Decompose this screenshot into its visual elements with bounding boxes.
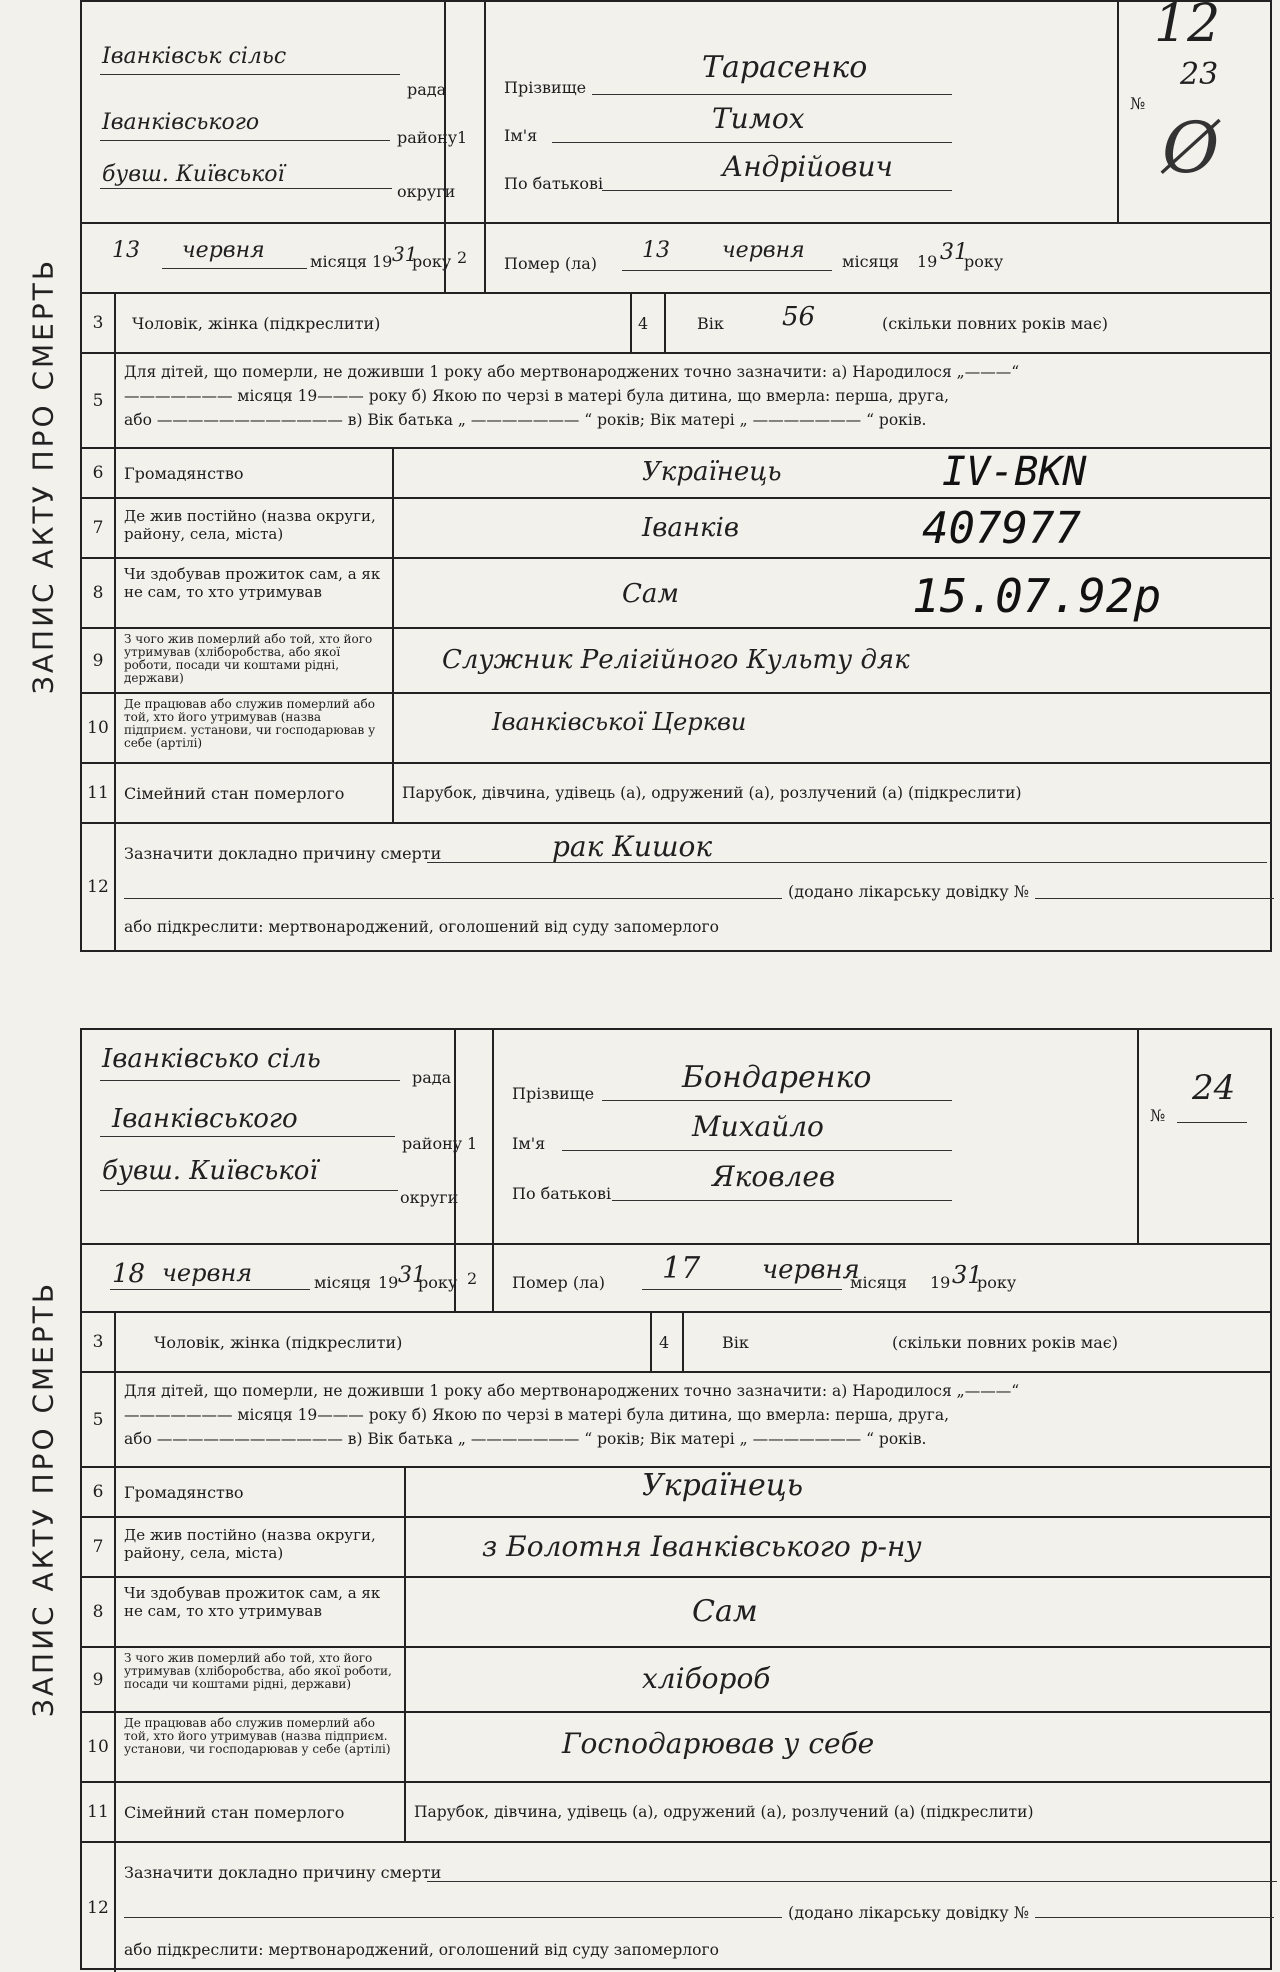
reg-month-label: місяця bbox=[314, 1273, 371, 1292]
death-year-prefix: 19 bbox=[917, 252, 938, 271]
workplace-row bbox=[82, 1713, 1270, 1783]
dates-row bbox=[82, 1245, 1270, 1313]
row-number-11: 11 bbox=[82, 1783, 116, 1841]
death-month-label: місяця bbox=[850, 1273, 907, 1292]
patronymic-label: По батькові bbox=[512, 1184, 612, 1203]
support-row bbox=[82, 1578, 1270, 1648]
cause-row bbox=[82, 1843, 1270, 1972]
row-number-6: 6 bbox=[82, 1468, 116, 1516]
cause-label: Зазначити докладно причину смерти bbox=[124, 1863, 442, 1882]
age-label: Вік bbox=[722, 1333, 749, 1352]
sex-age-row bbox=[82, 1313, 1270, 1373]
death-year-prefix: 19 bbox=[930, 1273, 951, 1292]
reg-year: 31 bbox=[392, 242, 418, 266]
header-row bbox=[82, 2, 1270, 224]
row-number-10: 10 bbox=[82, 694, 116, 762]
row-number-1: 1 bbox=[457, 128, 468, 147]
sex-label: Чоловік, жінка (підкреслити) bbox=[132, 314, 381, 333]
residence-label: Де жив постійно (назва округи, району, села, міста) bbox=[124, 507, 376, 543]
record-number: 24 bbox=[1192, 1068, 1236, 1108]
death-month: червня bbox=[722, 238, 805, 263]
surname-label: Прізвище bbox=[504, 78, 587, 97]
dates-row bbox=[82, 224, 1270, 294]
citizenship-row bbox=[82, 1468, 1270, 1518]
row-number-1: 1 bbox=[467, 1134, 478, 1153]
row-number-2: 2 bbox=[467, 1269, 478, 1288]
row-number-9: 9 bbox=[82, 629, 116, 692]
support-value: Сам bbox=[692, 1594, 758, 1629]
stamp-3: 15.07.92р bbox=[912, 569, 1162, 623]
citizenship-label: Громадянство bbox=[124, 464, 244, 483]
raion-value: Іванківського bbox=[102, 110, 260, 135]
okrug-label: округи bbox=[400, 1188, 459, 1207]
residence-value: Іванків bbox=[642, 513, 740, 543]
infant-text bbox=[124, 360, 1260, 432]
cause-label: Зазначити докладно причину смерти bbox=[124, 844, 442, 863]
infant-line-1: Для дітей, що померли, не доживши 1 року або мертвонароджених точно зазначити: а) Народилося „———“ bbox=[124, 363, 1020, 381]
age-value: 56 bbox=[782, 302, 816, 332]
corner-mark: 12 bbox=[1154, 0, 1221, 54]
workplace-row bbox=[82, 694, 1270, 764]
infant-row bbox=[82, 354, 1270, 449]
marital-row bbox=[82, 764, 1270, 824]
citizenship-value: Українець bbox=[642, 457, 782, 487]
reg-year-prefix: 19 bbox=[372, 252, 393, 271]
age-label: Вік bbox=[697, 314, 724, 333]
row-number-6: 6 bbox=[82, 449, 116, 497]
stillborn-note: або підкреслити: мертвонароджений, оголошений від суду запомерлого bbox=[124, 918, 719, 936]
sex-label: Чоловік, жінка (підкреслити) bbox=[154, 1333, 403, 1352]
name-value: Михайло bbox=[692, 1110, 824, 1143]
side-title-panel bbox=[8, 0, 78, 952]
occupation-row bbox=[82, 1648, 1270, 1713]
death-record-form-1 bbox=[8, 0, 1280, 952]
patronymic-value: Андрійович bbox=[722, 150, 893, 183]
header-row bbox=[82, 1030, 1270, 1245]
row-number-8: 8 bbox=[82, 559, 116, 627]
row-number-5: 5 bbox=[82, 1373, 116, 1466]
death-month-label: місяця bbox=[842, 252, 899, 271]
age-note: (скільки повних років має) bbox=[892, 1333, 1118, 1352]
rada-label: рада bbox=[412, 1068, 452, 1087]
infant-line-2: ——————— місяця 19——— року б) Якою по черзі в матері була дитина, що вмерла: перша, друга, bbox=[124, 387, 950, 405]
residence-row bbox=[82, 499, 1270, 559]
support-label: Чи здобував прожиток сам, а як не сам, то хто утримував bbox=[124, 565, 381, 601]
patronymic-label: По батькові bbox=[504, 174, 604, 193]
reg-year-prefix: 19 bbox=[378, 1273, 399, 1292]
citizenship-label: Громадянство bbox=[124, 1483, 244, 1502]
workplace-value: Господарював у себе bbox=[562, 1727, 875, 1760]
side-title-panel bbox=[8, 1028, 78, 1970]
occupation-label: З чого жив померлий або той, хто його утримував (хліборобства, або якої роботи, посади чи коштами рідні, держави) bbox=[124, 632, 373, 685]
number-label: № bbox=[1150, 1106, 1166, 1125]
death-day: 13 bbox=[642, 238, 670, 263]
raion-label: району bbox=[397, 128, 458, 147]
occupation-row bbox=[82, 629, 1270, 694]
okrug-value: бувш. Київської bbox=[102, 1156, 318, 1186]
sex-age-row bbox=[82, 294, 1270, 354]
row-number-9: 9 bbox=[82, 1648, 116, 1711]
patronymic-value: Яковлев bbox=[712, 1160, 836, 1193]
name-label: Ім'я bbox=[512, 1134, 546, 1153]
death-month: червня bbox=[762, 1255, 860, 1285]
record-number: 23 bbox=[1180, 57, 1219, 92]
name-value: Тимох bbox=[712, 102, 805, 135]
workplace-label: Де працював або служив померлий або той, хто його утримував (назва підприєм. установи, чи господарював у себе (артілі) bbox=[124, 1716, 391, 1756]
marital-label: Сімейний стан померлого bbox=[124, 1803, 345, 1822]
death-year: 31 bbox=[952, 1261, 983, 1289]
reg-year-label: року bbox=[412, 252, 452, 271]
occupation-value: хлібороб bbox=[642, 1662, 771, 1695]
death-year: 31 bbox=[940, 240, 968, 265]
occupation-label: З чого жив померлий або той, хто його утримував (хліборобства, або якої роботи, посади чи коштами рідні, держави) bbox=[124, 1651, 392, 1691]
record-grid bbox=[80, 1028, 1272, 1970]
row-number-7: 7 bbox=[82, 1518, 116, 1576]
infant-line-3: або ———————————— в) Вік батька „ ——————— “ років; Вік матері „ ——————— “ років. bbox=[124, 1430, 927, 1448]
stillborn-note: або підкреслити: мертвонароджений, оголошений від суду запомерлого bbox=[124, 1941, 719, 1959]
side-title: ЗАПИС АКТУ ПРО СМЕРТЬ bbox=[26, 1280, 60, 1718]
cause-row bbox=[82, 824, 1270, 950]
infant-line-3: або ———————————— в) Вік батька „ ——————— “ років; Вік матері „ ——————— “ років. bbox=[124, 411, 927, 429]
rada-label: рада bbox=[407, 80, 447, 99]
death-record-form-2 bbox=[8, 1028, 1280, 1970]
death-day: 17 bbox=[662, 1251, 701, 1286]
reg-year: 31 bbox=[398, 1263, 426, 1288]
support-row bbox=[82, 559, 1270, 629]
residence-value: з Болотня Іванківського р-ну bbox=[482, 1530, 922, 1563]
infant-row bbox=[82, 1373, 1270, 1468]
raion-label: району bbox=[402, 1134, 463, 1153]
workplace-label: Де працював або служив померлий або той, хто його утримував (назва підприєм. установи, чи господарював у себе (артілі) bbox=[124, 697, 376, 750]
row-number-11: 11 bbox=[82, 764, 116, 822]
surname-value: Бондаренко bbox=[682, 1060, 872, 1095]
reg-month-label: місяця bbox=[310, 252, 367, 271]
infant-text bbox=[124, 1379, 1260, 1451]
row-number-4: 4 bbox=[638, 314, 649, 333]
row-number-5: 5 bbox=[82, 354, 116, 447]
death-year-label: року bbox=[964, 252, 1004, 271]
marital-row bbox=[82, 1783, 1270, 1843]
workplace-value: Іванківської Церкви bbox=[492, 708, 747, 736]
marital-label: Сімейний стан померлого bbox=[124, 784, 345, 803]
side-title: ЗАПИС АКТУ ПРО СМЕРТЬ bbox=[26, 257, 60, 695]
death-label: Помер (ла) bbox=[504, 254, 598, 273]
row-number-10: 10 bbox=[82, 1713, 116, 1781]
cause-value: рак Кишок bbox=[552, 830, 713, 863]
selrada-value: Іванківськ сільс bbox=[102, 44, 287, 69]
row-number-12: 12 bbox=[82, 1843, 116, 1972]
name-label: Ім'я bbox=[504, 126, 538, 145]
residence-row bbox=[82, 1518, 1270, 1578]
surname-label: Прізвище bbox=[512, 1084, 595, 1103]
reg-month: червня bbox=[162, 1259, 253, 1287]
infant-line-1: Для дітей, що померли, не доживши 1 року або мертвонароджених точно зазначити: а) Народилося „———“ bbox=[124, 1382, 1020, 1400]
row-number-2: 2 bbox=[457, 248, 468, 267]
row-number-7: 7 bbox=[82, 499, 116, 557]
raion-value: Іванківського bbox=[112, 1104, 298, 1134]
marital-options: Парубок, дівчина, удівець (а), одружений (а), розлучений (а) (підкреслити) bbox=[402, 784, 1022, 802]
age-note: (скільки повних років має) bbox=[882, 314, 1108, 333]
citizenship-value: Українець bbox=[642, 1468, 804, 1503]
row-number-3: 3 bbox=[82, 294, 116, 352]
certificate-note: (додано лікарську довідку № bbox=[782, 1903, 1035, 1922]
selrada-value: Іванківсько сіль bbox=[102, 1044, 321, 1074]
row-number-3: 3 bbox=[82, 1313, 116, 1371]
support-label: Чи здобував прожиток сам, а як не сам, то хто утримував bbox=[124, 1584, 381, 1620]
support-value: Сам bbox=[622, 579, 679, 609]
reg-day: 18 bbox=[112, 1259, 146, 1289]
certificate-note: (додано лікарську довідку № bbox=[782, 882, 1035, 901]
surname-value: Тарасенко bbox=[702, 50, 868, 85]
number-label: № bbox=[1130, 94, 1146, 113]
stamp-2: 407977 bbox=[922, 503, 1081, 554]
row-number-8: 8 bbox=[82, 1578, 116, 1646]
reg-day: 13 bbox=[112, 238, 140, 263]
okrug-value: бувш. Київської bbox=[102, 162, 285, 187]
infant-line-2: ——————— місяця 19——— року б) Якою по черзі в матері була дитина, що вмерла: перша, друга, bbox=[124, 1406, 950, 1424]
marital-options: Парубок, дівчина, удівець (а), одружений (а), розлучений (а) (підкреслити) bbox=[414, 1803, 1034, 1821]
okrug-label: округи bbox=[397, 182, 456, 201]
row-number-12: 12 bbox=[82, 824, 116, 950]
citizenship-row bbox=[82, 449, 1270, 499]
occupation-value: Служник Релігійного Культу дяк bbox=[442, 645, 910, 675]
record-grid bbox=[80, 0, 1272, 952]
death-label: Помер (ла) bbox=[512, 1273, 606, 1292]
row-number-4: 4 bbox=[659, 1333, 670, 1352]
reg-year-label: року bbox=[418, 1273, 458, 1292]
number-note: Ø bbox=[1162, 107, 1220, 189]
reg-month: червня bbox=[182, 238, 265, 263]
stamp-1: IV-BKN bbox=[942, 449, 1087, 495]
death-year-label: року bbox=[977, 1273, 1017, 1292]
residence-label: Де жив постійно (назва округи, району, села, міста) bbox=[124, 1526, 376, 1562]
